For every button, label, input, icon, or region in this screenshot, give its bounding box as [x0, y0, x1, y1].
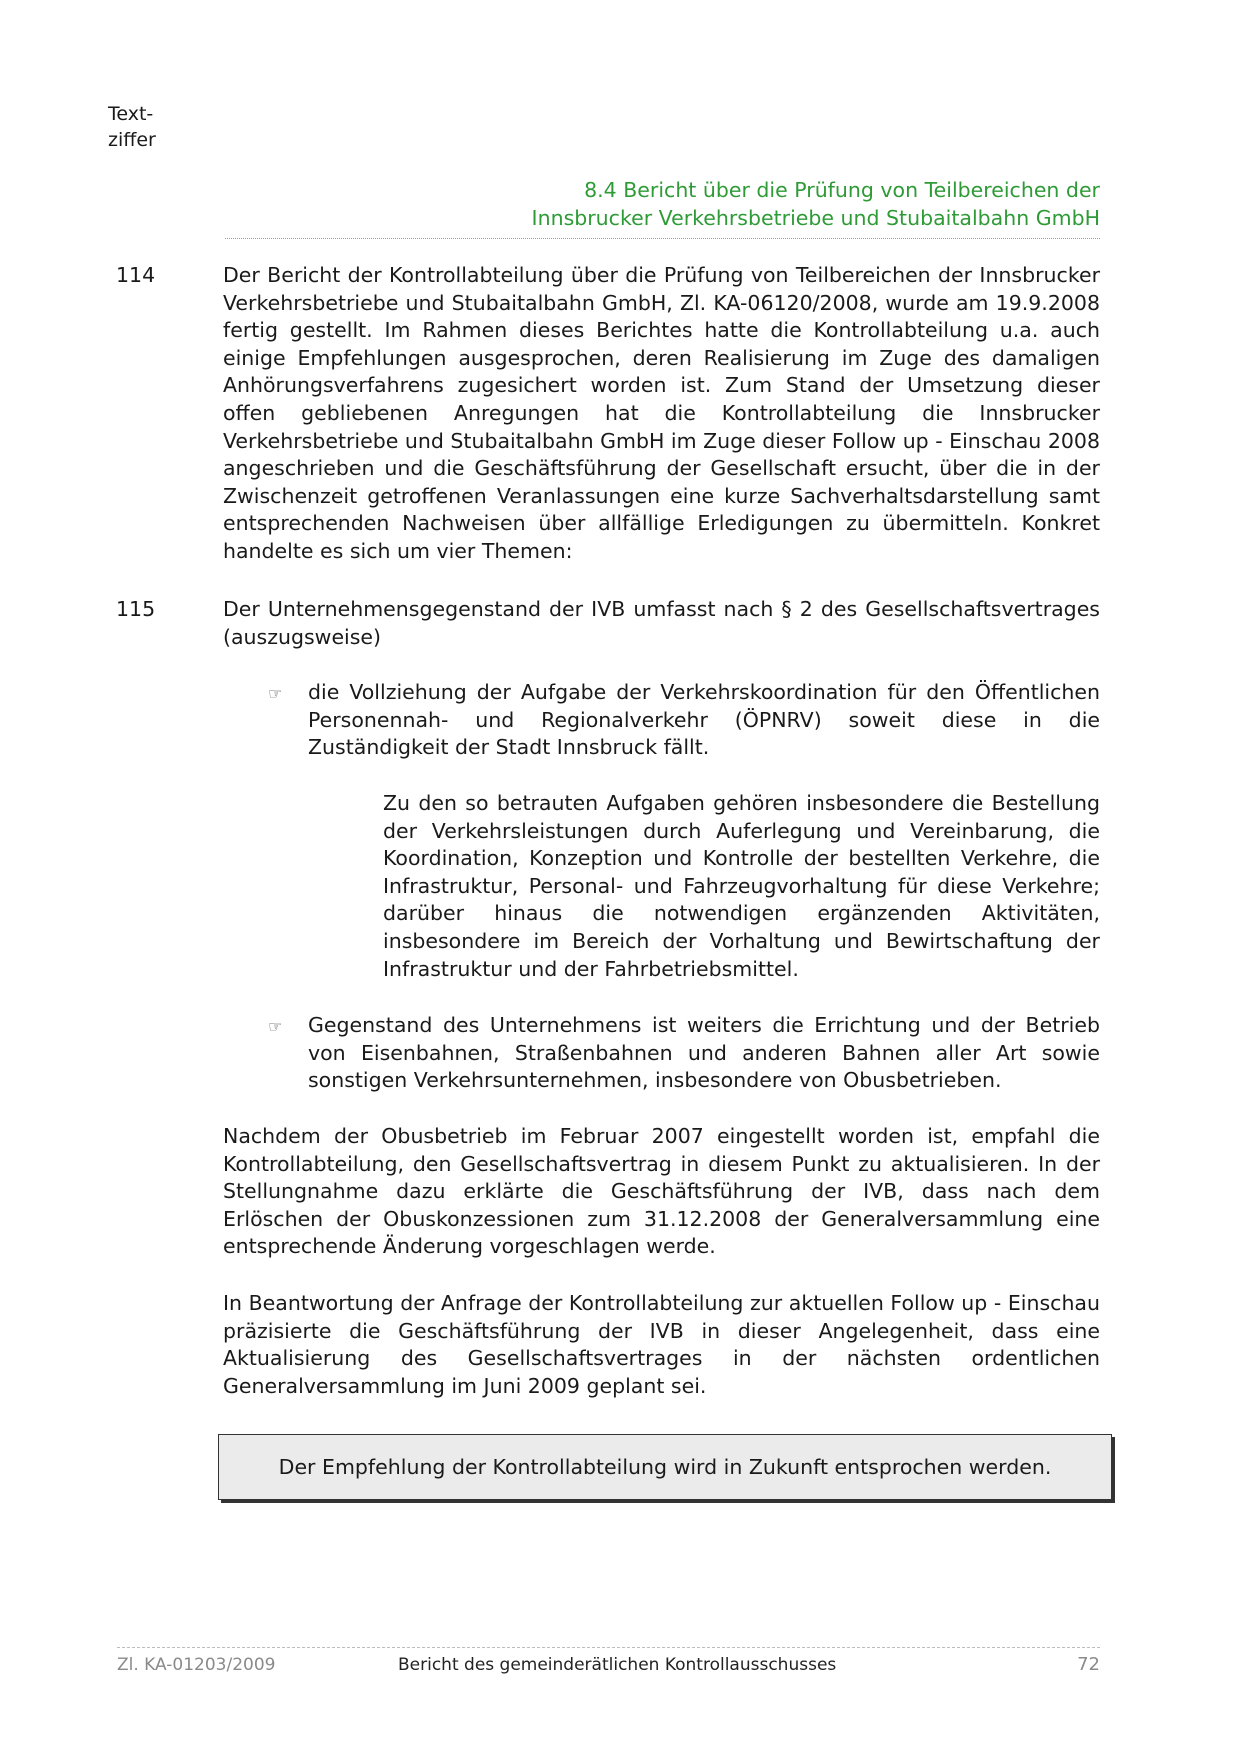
- heading-divider: [225, 238, 1100, 239]
- paragraph-115: Der Unternehmensgegenstand der IVB umfasst nach § 2 des Gesellschaftsvertrages (auszugsweise): [223, 597, 1100, 649]
- footer-title: Bericht des gemeinderätlichen Kontrollausschusses: [398, 1655, 837, 1675]
- margin-label-line1: Text-: [108, 103, 154, 125]
- paragraph-114: Der Bericht der Kontrollabteilung über die Prüfung von Teilbereichen der Innsbrucker Verkehrsbetriebe und Stubaitalbahn GmbH, Zl. KA-06120/2008, wurde am 19.9.2008 fertig gestellt. Im Rahmen dieses Berichtes hatte die Kontrollabteilung u.a. auch einige Empfehlungen ausgesprochen, deren Realisierung im Zuge des damaligen Anhörungsverfahrens zugesichert worden ist. Zum Stand der Umsetzung dieser offen gebliebenen Anregungen hat die Kontrollabteilung die Innsbrucker Verkehrsbetriebe und Stubaitalbahn GmbH im Zuge dieser Follow up - Einschau 2008 angeschrieben und die Geschäftsführung der Gesellschaft ersucht, über die in der Zwischenzeit getroffenen Veranlassungen eine kurze Sachverhaltsdarstellung samt entsprechenden Nachweisen über allfällige Erledigungen zu übermitteln. Konkret handelte es sich um vier Themen:: [223, 263, 1100, 563]
- pointing-hand-icon: ☞: [268, 684, 283, 703]
- paragraph-answer: In Beantwortung der Anfrage der Kontrollabteilung zur aktuellen Follow up - Einschau präzisierte die Geschäftsführung der IVB in dieser Angelegenheit, dass eine Aktualisierung des Gesellschaftsvertrages in der nächsten ordentlichen Generalversammlung im Juni 2009 geplant sei.: [223, 1291, 1100, 1398]
- conclusion-text: Der Empfehlung der Kontrollabteilung wird in Zukunft entsprochen werden.: [278, 1455, 1052, 1479]
- paragraph-number-114: 114: [116, 263, 156, 287]
- section-heading-line2: Innsbrucker Verkehrsbetriebe und Stubaitalbahn GmbH: [531, 206, 1100, 230]
- statute-quote: Zu den so betrauten Aufgaben gehören insbesondere die Bestellung der Verkehrsleistungen durch Auferlegung und Vereinbarung, die Koordination, Konzeption und Kontrolle der bestellten Verkehre, die Infrastruktur, Personal- und Fahrzeugvorhaltung für diese Verkehre; darüber hinaus die notwendigen ergänzenden Aktivitäten, insbesondere im Bereich der Vorhaltung und Bewirtschaftung der Infrastruktur und der Fahrbetriebsmittel.: [383, 791, 1100, 981]
- section-heading-line1: 8.4 Bericht über die Prüfung von Teilbereichen der: [584, 178, 1100, 202]
- conclusion-box: [218, 1434, 1112, 1500]
- paragraph-obus: Nachdem der Obusbetrieb im Februar 2007 eingestellt worden ist, empfahl die Kontrollabteilung, den Gesellschaftsvertrag in diesem Punkt zu aktualisieren. In der Stellungnahme dazu erklärte die Geschäftsführung der IVB, dass nach dem Erlöschen der Obuskonzessionen zum 31.12.2008 der Generalversammlung eine entsprechende Änderung vorgeschlagen werde.: [223, 1124, 1100, 1259]
- paragraph-number-115: 115: [116, 597, 156, 621]
- bullet-text-2: Gegenstand des Unternehmens ist weiters die Errichtung und der Betrieb von Eisenbahnen, Straßenbahnen und anderen Bahnen aller Art sowie sonstigen Verkehrsunternehmen, insbesondere von Obusbetrieben.: [308, 1013, 1100, 1093]
- footer-divider: [117, 1647, 1100, 1648]
- margin-label: [108, 101, 156, 153]
- page-number: 72: [1077, 1654, 1100, 1675]
- footer-reference: Zl. KA-01203/2009: [117, 1655, 276, 1675]
- section-heading: [225, 176, 1100, 232]
- pointing-hand-icon: ☞: [268, 1017, 283, 1036]
- margin-label-line2: ziffer: [108, 129, 156, 151]
- bullet-text-1: die Vollziehung der Aufgabe der Verkehrskoordination für den Öffentlichen Personennah- und Regionalverkehr (ÖPNRV) soweit diese in die Zuständigkeit der Stadt Innsbruck fällt.: [308, 680, 1100, 760]
